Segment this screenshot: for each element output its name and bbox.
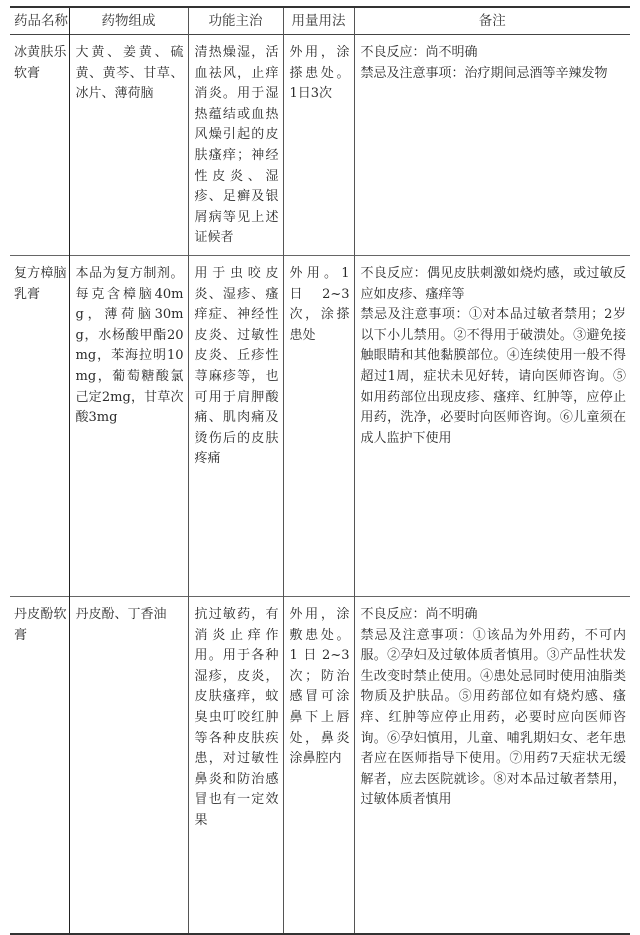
contraindications-note: 禁忌及注意事项：①该品为外用药，不可内服。②孕妇及过敏体质者慎用。③产品性状发生改变时禁止使用。④患处忌同时使用油脂类物质及护肤品。⑤用药部位如有烧灼感、瘙痒、红肿等应停止用药，必要时应向医师咨询。⑥孕妇慎用，儿童、哺乳期妇女、老年患者应在医师指导下使用。⑦用药7天症状无缓解者，应去医院就诊。⑧对本品过敏者禁用，过敏体质者慎用 [360, 627, 626, 808]
indications-cell: 清热燥湿，活血祛风，止痒消炎。用于湿热蕴结或血热风燥引起的皮肤瘙痒；神经性皮炎、湿疹、足癣及银屑病等见上述证候者 [188, 35, 283, 256]
drug-name-cell: 复方樟脑乳膏 [14, 265, 67, 302]
header-composition: 药物组成 [69, 7, 188, 35]
table-row [10, 596, 630, 934]
adverse-reactions-note: 不良反应：尚不明确 [360, 606, 478, 622]
table-header-row [10, 7, 630, 35]
dosage-cell: 外用，涂搽患处。1日3次 [283, 35, 354, 256]
dosage-cell: 外用。1日2~3次，涂搽患处 [283, 255, 354, 596]
drug-name-cell: 冰黄肤乐软膏 [14, 45, 67, 81]
header-drug-name: 药品名称 [14, 12, 68, 29]
composition-cell: 丹皮酚、丁香油 [69, 596, 188, 934]
header-dosage: 用量用法 [283, 7, 354, 35]
notes-cell [354, 255, 630, 596]
contraindications-note: 禁忌及注意事项：治疗期间忌酒等辛辣发物 [360, 65, 608, 81]
header-indications: 功能主治 [188, 7, 283, 35]
indications-cell: 抗过敏药，有消炎止痒作用。用于各种湿疹，皮炎，皮肤瘙痒，蚊臭虫叮咬红肿等各种皮肤疾患，对过敏性鼻炎和防治感冒也有一定效果 [188, 596, 283, 934]
notes-cell [354, 596, 630, 934]
adverse-reactions-note: 不良反应：偶见皮肤刺激如烧灼感，或过敏反应如皮疹、瘙痒等 [360, 265, 626, 302]
composition-cell: 大黄、姜黄、硫黄、黄芩、甘草、冰片、薄荷脑 [69, 35, 188, 256]
drug-table [10, 6, 630, 935]
adverse-reactions-note: 不良反应：尚不明确 [360, 45, 478, 60]
indications-cell: 用于虫咬皮炎、湿疹、瘙痒症、神经性皮炎、过敏性皮炎、丘疹性荨麻疹等，也可用于肩胛酸痛、肌肉痛及烫伤后的皮肤疼痛 [188, 255, 283, 596]
dosage-cell: 外用，涂敷患处。1日2~3次；防治感冒可涂鼻下上唇处，鼻炎涂鼻腔内 [283, 596, 354, 934]
table-row [10, 255, 630, 596]
drug-name-cell: 丹皮酚软膏 [14, 606, 67, 643]
contraindications-note: 禁忌及注意事项：①对本品过敏者禁用；2岁以下小儿禁用。②不得用于破溃处。③避免接触眼睛和其他黏膜部位。④连续使用一般不得超过1周，症状未见好转，请向医师咨询。⑤如用药部位出现皮疹、瘙痒、红肿等，应停止用药，洗净，必要时向医师咨询。⑥儿童须在成人监护下使用 [360, 307, 626, 446]
table-row [10, 35, 630, 256]
notes-cell [354, 35, 630, 256]
composition-cell: 本品为复方制剂。每克含樟脑40mg，薄荷脑30mg，水杨酸甲酯20mg，苯海拉明10mg，葡萄糖酸氯己定2mg，甘草次酸3mg [69, 255, 188, 596]
header-notes: 备注 [354, 7, 630, 35]
